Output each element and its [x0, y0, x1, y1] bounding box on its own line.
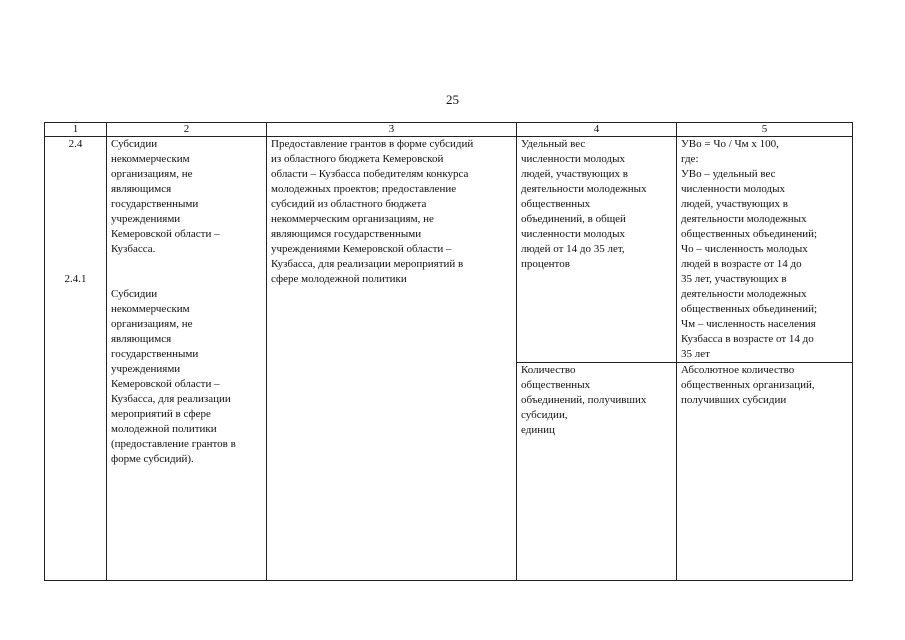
text-line: единиц — [521, 424, 555, 436]
text-line: форме субсидий). — [111, 453, 194, 465]
text-line: деятельности молодежных — [681, 213, 807, 225]
text-line: субсидий из областного бюджета — [271, 198, 427, 210]
text-line: общественных — [521, 379, 591, 391]
text-line: учреждениями Кемеровской области – — [271, 243, 452, 255]
text-line: процентов — [521, 258, 570, 270]
formula-text — [681, 137, 848, 362]
text-line: людей в возрасте от 14 до — [681, 258, 802, 270]
count-method-text — [681, 363, 848, 408]
text-line: Кемеровской области – — [111, 228, 220, 240]
description-text — [271, 137, 512, 287]
row-number-main: 2.4 — [68, 138, 83, 150]
text-line: численности молодых — [521, 153, 626, 165]
description-cell — [267, 137, 517, 581]
text-line: Предоставление грантов в форме субсидий — [271, 138, 474, 150]
text-line: общественных — [521, 198, 591, 210]
text-line: получивших субсидии — [681, 394, 787, 406]
text-line: являющимся государственными — [271, 228, 422, 240]
header-cell-3: 3 — [267, 123, 517, 137]
text-line: Кузбасса в возрасте от 14 до — [681, 333, 814, 345]
table-row — [45, 137, 853, 363]
indicators-table — [44, 122, 853, 581]
text-line: деятельности молодежных — [521, 183, 647, 195]
text-line: где: — [681, 153, 699, 165]
indicator-share-cell — [517, 137, 677, 363]
text-line: 35 лет, участвующих в — [681, 273, 787, 285]
page-number: 25 — [446, 92, 459, 107]
header-cell-4: 4 — [517, 123, 677, 137]
text-line: Чо – численность молодых — [681, 243, 808, 255]
row-number-sub: 2.4.1 — [64, 273, 87, 285]
text-line: государственными — [111, 198, 199, 210]
indicator-count-text — [521, 363, 672, 438]
header-cell-1: 1 — [45, 123, 107, 137]
header-row — [45, 123, 853, 137]
text-line: являющимся — [111, 333, 172, 345]
text-line: государственными — [111, 348, 199, 360]
text-line: 35 лет — [681, 348, 710, 360]
text-line: некоммерческим — [111, 303, 190, 315]
text-line: мероприятий в сфере — [111, 408, 211, 420]
text-line: Кузбасса, для реализации — [111, 393, 231, 405]
indicator-share-text — [521, 137, 672, 272]
text-line: Субсидии — [111, 288, 158, 300]
text-line: сфере молодежной политики — [271, 273, 407, 285]
text-line: из областного бюджета Кемеровской — [271, 153, 444, 165]
text-line: Абсолютное количество — [681, 364, 795, 376]
text-line: Кузбасса. — [111, 243, 156, 255]
text-line: объединений, в общей — [521, 213, 626, 225]
text-line: организациям, не — [111, 168, 193, 180]
text-line: Кузбасса, для реализации мероприятий в — [271, 258, 464, 270]
text-line: субсидии, — [521, 409, 568, 421]
text-line: УВо – удельный вес — [681, 168, 776, 180]
text-line: учреждениями — [111, 213, 181, 225]
text-line: Чм – численность населения — [681, 318, 816, 330]
text-line: общественных объединений; — [681, 228, 818, 240]
count-method-cell — [677, 363, 853, 581]
text-line: некоммерческим организациям, не — [271, 213, 434, 225]
text-line: молодежных проектов; предоставление — [271, 183, 457, 195]
text-line: молодежной политики — [111, 423, 217, 435]
text-line: области – Кузбасса победителям конкурса — [271, 168, 469, 180]
text-line: Субсидии — [111, 138, 158, 150]
text-line: людей, участвующих в — [521, 168, 628, 180]
indicator-count-cell — [517, 363, 677, 581]
text-line: Удельный вес — [521, 138, 586, 150]
text-line: общественных объединений; — [681, 303, 818, 315]
text-line: организациям, не — [111, 318, 193, 330]
text-line: УВо = Чо / Чм x 100, — [681, 138, 779, 150]
header-cell-2: 2 — [107, 123, 267, 137]
subsidy-name-sub — [111, 287, 262, 467]
formula-cell — [677, 137, 853, 363]
text-line: людей от 14 до 35 лет, — [521, 243, 625, 255]
subsidy-name-main — [111, 137, 262, 257]
text-line: (предоставление грантов в — [111, 438, 236, 450]
text-line: Кемеровской области – — [111, 378, 220, 390]
subsidy-name-cell — [107, 137, 267, 581]
text-line: объединений, получивших — [521, 394, 647, 406]
text-line: общественных организаций, — [681, 379, 815, 391]
text-line: деятельности молодежных — [681, 288, 807, 300]
text-line: Количество — [521, 364, 576, 376]
text-line: численности молодых — [681, 183, 786, 195]
text-line: некоммерческим — [111, 153, 190, 165]
header-cell-5: 5 — [677, 123, 853, 137]
text-line: учреждениями — [111, 363, 181, 375]
text-line: людей, участвующих в — [681, 198, 788, 210]
row-number-cell — [45, 137, 107, 581]
text-line: являющимся — [111, 183, 172, 195]
text-line: численности молодых — [521, 228, 626, 240]
